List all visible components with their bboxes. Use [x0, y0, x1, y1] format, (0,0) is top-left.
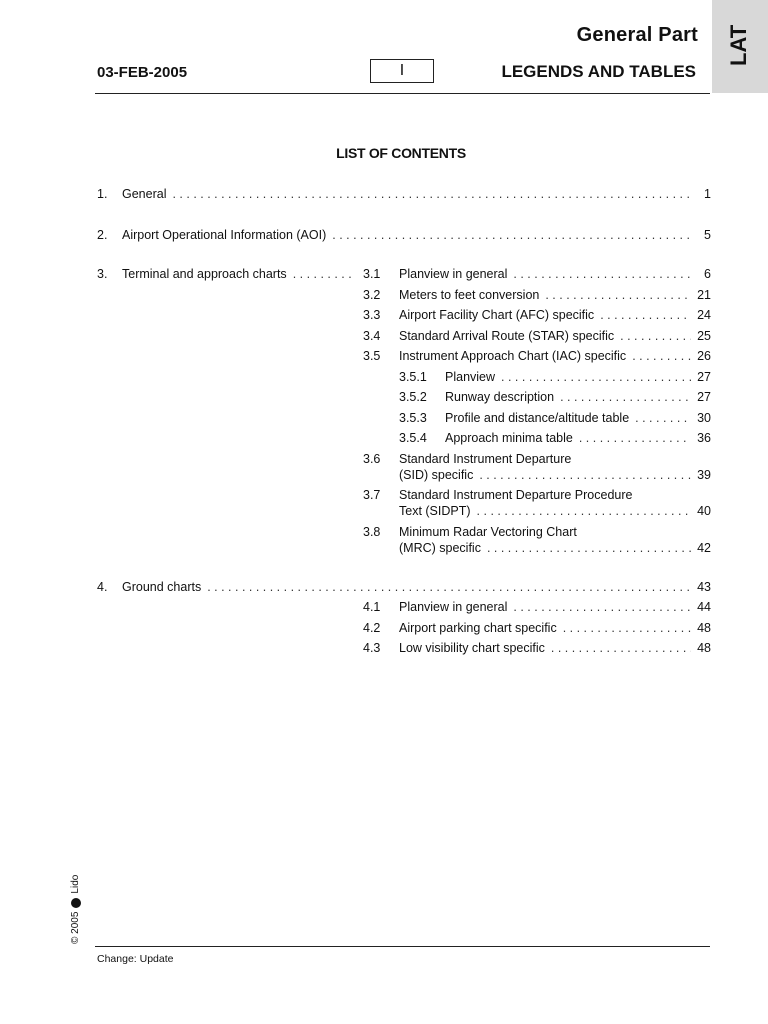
toc-number: 3.	[97, 267, 108, 281]
toc-page: 30	[697, 411, 711, 425]
toc-sub-number: 4.2	[363, 621, 381, 635]
toc-page: 1	[704, 187, 711, 201]
toc-leader	[207, 580, 691, 594]
toc-leader	[579, 431, 691, 445]
toc-leader	[563, 621, 691, 635]
toc-sub-title: Low visibility chart specific	[399, 641, 545, 655]
toc-sub-title: Meters to feet conversion	[399, 288, 540, 302]
brand-name: Lido	[70, 874, 81, 894]
change-note: Change: Update	[97, 953, 174, 965]
toc-sub-number: 3.7	[363, 488, 381, 502]
toc-sub-entry[interactable]	[399, 504, 711, 518]
toc-page: 40	[697, 504, 711, 518]
toc-subsub-title: Profile and distance/altitude table	[445, 411, 630, 425]
toc-sub-entry[interactable]	[399, 267, 711, 281]
toc-subsub-entry[interactable]	[445, 411, 711, 425]
toc-page: 21	[697, 288, 711, 302]
toc-sub-number: 4.3	[363, 641, 381, 655]
toc-subsub-title: Runway description	[445, 390, 555, 404]
toc-sub-title: Planview in general	[399, 267, 508, 281]
footer-divider	[95, 946, 710, 947]
toc-number: 1.	[97, 187, 108, 201]
toc-leader	[293, 267, 352, 281]
toc-sub-title-line1: Standard Instrument Departure Procedure	[399, 488, 633, 502]
toc-sub-number: 3.1	[363, 267, 381, 281]
toc-leader	[545, 288, 691, 302]
copyright-vertical	[70, 875, 81, 944]
toc-title: Terminal and approach charts	[122, 267, 287, 281]
toc-sub-entry[interactable]	[399, 641, 711, 655]
toc-number: 4.	[97, 580, 108, 594]
toc-entry-general[interactable]	[122, 187, 711, 201]
toc-sub-title-line2: (MRC) specific	[399, 541, 481, 555]
toc-sub-entry[interactable]	[399, 468, 711, 482]
section-subtitle: LEGENDS AND TABLES	[501, 62, 696, 81]
toc-leader	[487, 541, 691, 555]
toc-sub-number: 3.5	[363, 349, 381, 363]
toc-leader	[551, 641, 691, 655]
toc-leader	[600, 308, 691, 322]
toc-sub-title: Planview in general	[399, 600, 508, 614]
toc-sub-title: Airport Facility Chart (AFC) specific	[399, 308, 595, 322]
toc-leader	[632, 349, 691, 363]
toc-subsub-entry[interactable]	[445, 370, 711, 384]
document-title: General Part	[576, 24, 698, 46]
toc-entry-aoi[interactable]	[122, 228, 711, 242]
toc-subsub-number: 3.5.2	[399, 390, 427, 404]
copyright-text: © 2005	[70, 911, 81, 944]
toc-sub-number: 3.8	[363, 525, 381, 539]
toc-subsub-title: Approach minima table	[445, 431, 573, 445]
toc-page: 25	[697, 329, 711, 343]
toc-entry-ground[interactable]	[122, 580, 711, 594]
toc-subsub-entry[interactable]	[445, 431, 711, 445]
toc-subsub-number: 3.5.4	[399, 431, 427, 445]
toc-title: Airport Operational Information (AOI)	[122, 228, 327, 242]
lido-logo-icon	[71, 898, 81, 908]
toc-leader	[501, 370, 691, 384]
toc-sub-entry[interactable]	[399, 329, 711, 343]
toc-leader	[513, 600, 691, 614]
toc-title: Ground charts	[122, 580, 202, 594]
toc-sub-number: 4.1	[363, 600, 381, 614]
toc-leader	[479, 468, 691, 482]
toc-sub-entry[interactable]	[399, 349, 711, 363]
toc-sub-entry[interactable]	[399, 541, 711, 555]
toc-leader	[172, 187, 691, 201]
toc-entry-terminal[interactable]	[122, 267, 358, 281]
toc-subsub-entry[interactable]	[445, 390, 711, 404]
toc-sub-title: Airport parking chart specific	[399, 621, 557, 635]
toc-page: 26	[697, 349, 711, 363]
toc-leader	[477, 504, 691, 518]
toc-page: 6	[704, 267, 711, 281]
toc-page: 39	[697, 468, 711, 482]
toc-sub-title-line1: Minimum Radar Vectoring Chart	[399, 525, 577, 539]
toc-sub-title-line2: Text (SIDPT)	[399, 504, 471, 518]
toc-page: 27	[697, 370, 711, 384]
toc-page: 48	[697, 641, 711, 655]
toc-title: General	[122, 187, 167, 201]
toc-leader	[620, 329, 691, 343]
toc-page: 42	[697, 541, 711, 555]
toc-page: 48	[697, 621, 711, 635]
toc-sub-number: 3.4	[363, 329, 381, 343]
toc-sub-number: 3.6	[363, 452, 381, 466]
toc-heading: LIST OF CONTENTS	[336, 145, 466, 161]
toc-number: 2.	[97, 228, 108, 242]
toc-leader	[635, 411, 691, 425]
toc-leader	[560, 390, 691, 404]
toc-leader	[513, 267, 691, 281]
toc-sub-title-line1: Standard Instrument Departure	[399, 452, 572, 466]
toc-subsub-number: 3.5.3	[399, 411, 427, 425]
page-number-box: I	[370, 59, 434, 83]
toc-page: 43	[697, 580, 711, 594]
toc-page: 27	[697, 390, 711, 404]
toc-sub-title-line2: (SID) specific	[399, 468, 474, 482]
toc-leader	[332, 228, 691, 242]
toc-page: 36	[697, 431, 711, 445]
toc-sub-entry[interactable]	[399, 600, 711, 614]
toc-page: 5	[704, 228, 711, 242]
toc-sub-entry[interactable]	[399, 308, 711, 322]
toc-subsub-number: 3.5.1	[399, 370, 427, 384]
section-tab-label: LAT	[726, 24, 751, 66]
document-date: 03-FEB-2005	[97, 64, 188, 81]
toc-sub-title: Standard Arrival Route (STAR) specific	[399, 329, 615, 343]
toc-sub-entry[interactable]	[399, 621, 711, 635]
toc-page: 44	[697, 600, 711, 614]
toc-sub-number: 3.3	[363, 308, 381, 322]
toc-sub-entry[interactable]	[399, 288, 711, 302]
toc-sub-title: Instrument Approach Chart (IAC) specific	[399, 349, 627, 363]
toc-subsub-title: Planview	[445, 370, 496, 384]
toc-sub-number: 3.2	[363, 288, 381, 302]
toc-page: 24	[697, 308, 711, 322]
